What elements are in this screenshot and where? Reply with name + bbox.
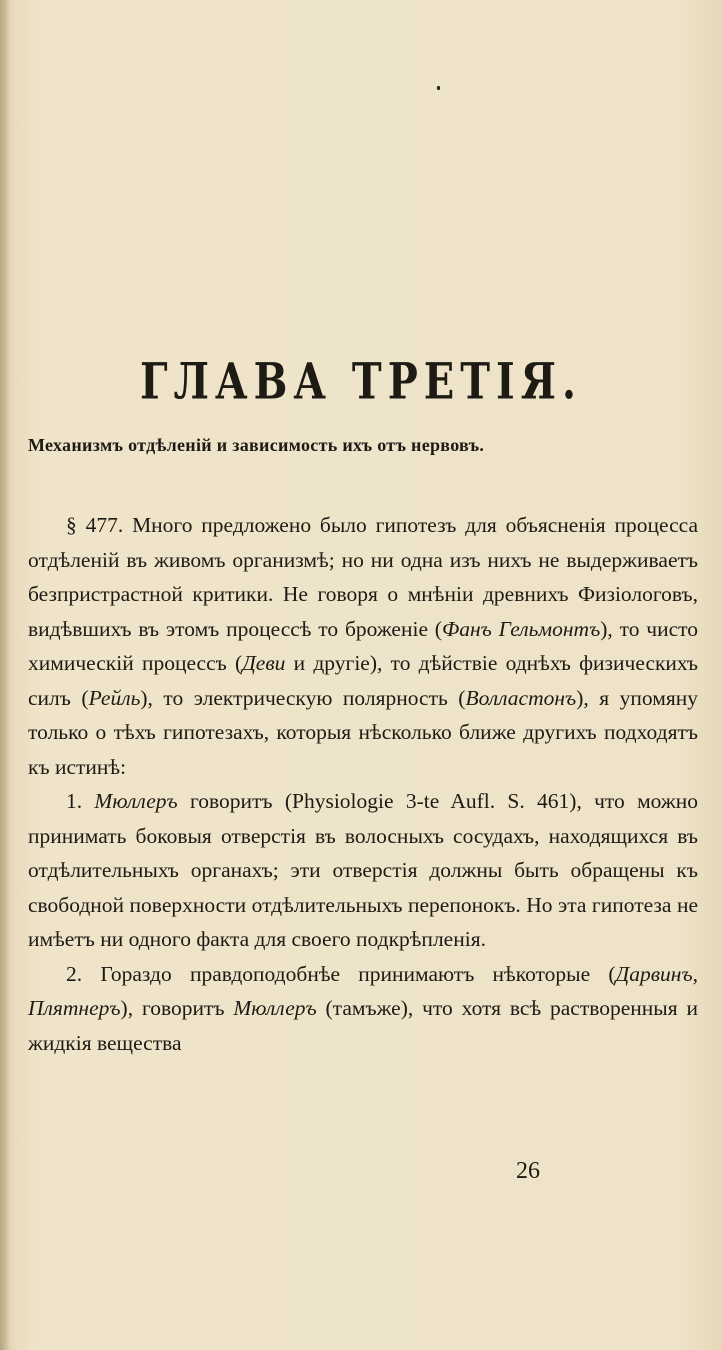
citation: Деви (242, 651, 286, 675)
citation: Волластонъ (465, 685, 577, 710)
chapter-title: ГЛАВА ТРЕТІЯ. (140, 352, 582, 411)
gutter-shadow (0, 0, 10, 1350)
section-number: § 477. (66, 513, 124, 537)
body-text (28, 508, 698, 1060)
chapter-subtitle: Механизмъ отдѣленій и зависимость ихъ отъ нервовъ. (28, 435, 485, 455)
citation: Дарвинъ, Плятнеръ (28, 961, 698, 1020)
paragraph-section-477: § 477. Много предложено было гипотезъ для объясненія процесса отдѣленій въ живомъ организмѣ; но ни одна изъ нихъ не выдерживаетъ безпристрастной критики. Не говоря о мнѣніи древнихъ Физіологовъ, видѣвшихъ въ этомъ процессѣ то броженіе (Фанъ Гельмонтъ), то чисто химическій процессъ (Деви и другіе), то дѣйствіе однѣхъ физическихъ силъ (Рейль), то электрическую полярность (Волластонъ), я упомяну только о тѣхъ гипотезахъ, которыя нѣсколько ближе другихъ подходятъ къ истинѣ: (28, 513, 699, 779)
citation: Мюллеръ (233, 996, 317, 1020)
item-number: 2. (66, 961, 83, 986)
citation: Рейль (88, 685, 141, 710)
item-number: 1. (66, 789, 83, 813)
citation: Фанъ Гельмонтъ (441, 616, 601, 641)
page-number: 26 (516, 1158, 540, 1184)
paragraph-item-1: 1. Мюллеръ говоритъ (Physiologie 3-te Aufl. S. 461), что можно принимать боковыя отверстія въ волосныхъ сосудахъ, находящихся въ отдѣлительныхъ органахъ; эти отверстія должны быть обращены къ свободной поверхности отдѣлительныхъ перепонокъ. Но эта гипотеза не имѣетъ ни одного факта для своего подкрѣпленія. (28, 789, 698, 951)
paragraph-item-2: 2. Гораздо правдоподобнѣе принимаютъ нѣкоторые (Дарвинъ, Плятнеръ), говоритъ Мюллеръ (тамъже), что хотя всѣ растворенныя и жидкія вещества (28, 961, 699, 1055)
citation: Мюллеръ (94, 789, 178, 813)
print-speck (437, 86, 440, 90)
